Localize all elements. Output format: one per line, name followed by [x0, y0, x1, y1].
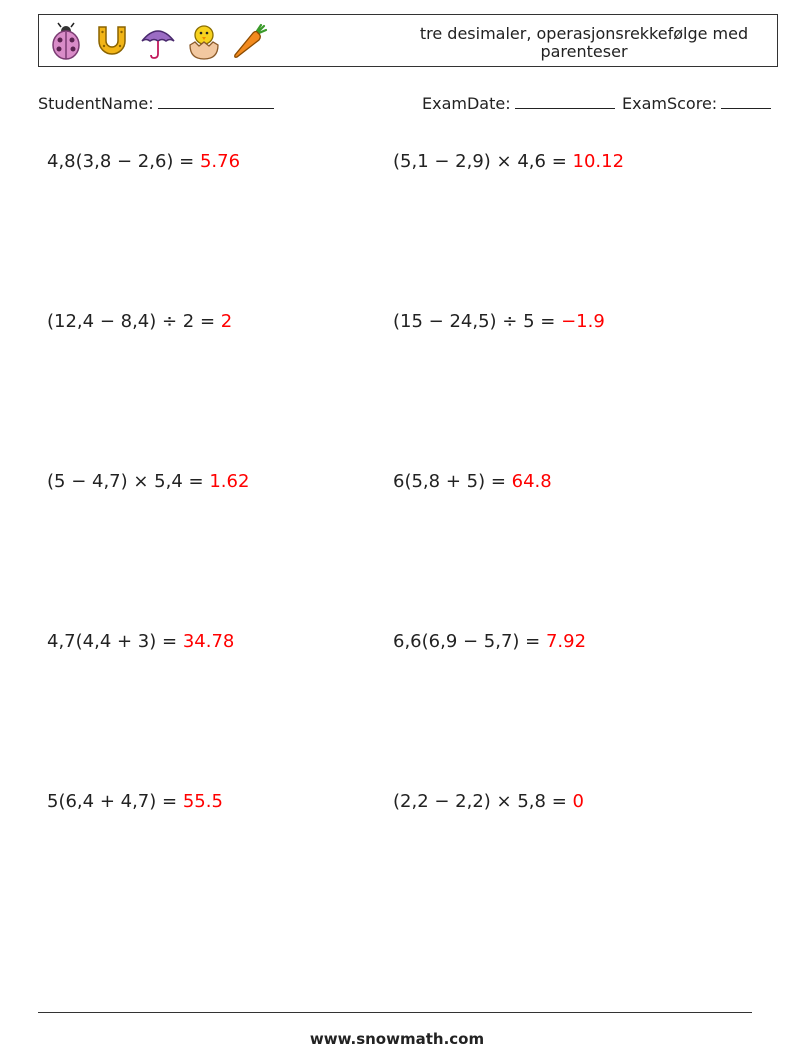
problem-expression: 6,6(6,9 − 5,7) = — [393, 631, 546, 652]
problem-2 — [393, 151, 624, 172]
problem-expression: 4,7(4,4 + 3) = — [47, 631, 183, 652]
worksheet-title: tre desimaler, operasjonsrekkefølge med parenteser — [419, 24, 749, 61]
footer-url[interactable]: www.snowmath.com — [309, 1030, 485, 1048]
problem-1 — [47, 151, 240, 172]
worksheet-header — [38, 14, 778, 67]
problem-expression: 6(5,8 + 5) = — [393, 471, 512, 492]
problem-expression: (2,2 − 2,2) × 5,8 = — [393, 791, 573, 812]
problem-expression: (12,4 − 8,4) ÷ 2 = — [47, 311, 221, 332]
problem-expression: (5,1 − 2,9) × 4,6 = — [393, 151, 573, 172]
chick-in-egg-icon — [185, 21, 223, 61]
umbrella-icon — [139, 21, 177, 61]
problem-expression: 5(6,4 + 4,7) = — [47, 791, 183, 812]
problem-5 — [47, 471, 249, 492]
exam-date-blank[interactable] — [515, 94, 615, 109]
problem-8 — [393, 631, 586, 652]
footer-divider — [38, 1012, 752, 1013]
student-name-field — [38, 94, 274, 113]
problem-answer: 1.62 — [209, 471, 250, 492]
problem-expression: (15 − 24,5) ÷ 5 = — [393, 311, 562, 332]
problem-7 — [47, 631, 234, 652]
student-name-label: StudentName: — [38, 94, 154, 113]
problem-answer: 10.12 — [572, 151, 625, 172]
problem-3 — [47, 311, 232, 332]
problem-answer: 64.8 — [511, 471, 552, 492]
problem-expression: 4,8(3,8 − 2,6) = — [47, 151, 200, 172]
problem-answer: 2 — [220, 311, 233, 332]
student-name-blank[interactable] — [158, 94, 274, 109]
header-icons — [47, 21, 269, 61]
problem-answer: 34.78 — [182, 631, 235, 652]
problem-answer: 7.92 — [545, 631, 587, 652]
carrot-icon — [231, 21, 269, 61]
exam-date-field — [422, 94, 615, 113]
problem-answer: 55.5 — [182, 791, 223, 812]
exam-score-blank[interactable] — [721, 94, 771, 109]
problem-expression: (5 − 4,7) × 5,4 = — [47, 471, 210, 492]
exam-score-label: ExamScore: — [622, 94, 718, 113]
problem-10 — [393, 791, 584, 812]
problem-answer: −1.9 — [561, 311, 605, 332]
problem-6 — [393, 471, 552, 492]
exam-date-label: ExamDate: — [422, 94, 511, 113]
horseshoe-icon — [93, 21, 131, 61]
problem-9 — [47, 791, 223, 812]
problem-answer: 5.76 — [199, 151, 241, 172]
exam-score-field — [622, 94, 771, 113]
problem-answer: 0 — [572, 791, 584, 812]
ladybug-icon — [47, 21, 85, 61]
problem-4 — [393, 311, 605, 332]
